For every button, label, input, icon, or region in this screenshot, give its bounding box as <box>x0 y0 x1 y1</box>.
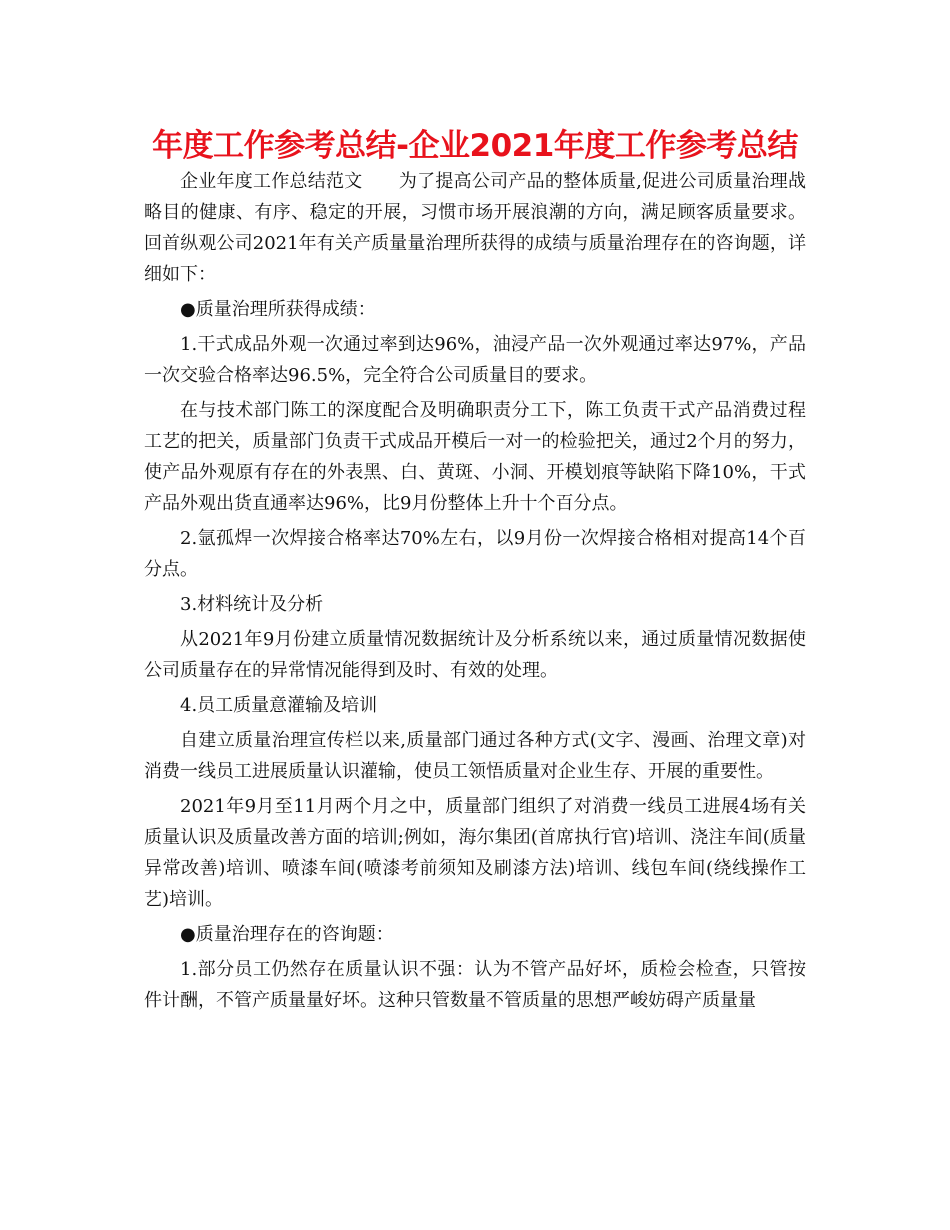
paragraph-achievement-1: 1.干式成品外观一次通过率到达96%，油浸产品一次外观通过率达97%，产品一次交验合格率达96.5%，完全符合公司质量目的要求。 <box>144 334 806 386</box>
paragraph-achievement-4-detail: 自建立质量治理宣传栏以来,质量部门通过各种方式(文字、漫画、治理文章)对消费一线员工进展质量认识灌输，使员工领悟质量对企业生存、开展的重要性。 <box>144 730 806 782</box>
document-title: 年度工作参考总结-企业2021年度工作参考总结 <box>152 128 798 164</box>
paragraph-achievement-1-detail: 在与技术部门陈工的深度配合及明确职责分工下，陈工负责干式产品消费过程工艺的把关，质量部门负责干式成品开模后一对一的检验把关，通过2个月的努力，使产品外观原有存在的外表黑、白、黄斑、小洞、开模划痕等缺陷下降10%，干式产品外观出货直通率达96%，比9月份整体上升十个百分点。 <box>144 400 806 514</box>
paragraph-training-detail: 2021年9月至11月两个月之中，质量部门组织了对消费一线员工进展4场有关质量认识及质量改善方面的培训;例如，海尔集团(首席执行官)培训、浇注车间(质量异常改善)培训、喷漆车间(喷漆考前须知及刷漆方法)培训、线包车间(绕线操作工艺)培训。 <box>144 796 806 910</box>
document-body <box>144 166 806 1020</box>
paragraph-achievement-4-heading: 4.员工质量意灌输及培训 <box>180 695 378 716</box>
paragraph-achievement-2: 2.氩孤焊一次焊接合格率达70%左右，以9月份一次焊接合格相对提高14个百分点。 <box>144 528 806 580</box>
paragraph-achievements-heading: ●质量治理所获得成绩： <box>180 299 376 320</box>
paragraph-achievement-3-heading: 3.材料统计及分析 <box>180 594 324 615</box>
paragraph-problems-heading: ●质量治理存在的咨询题： <box>180 924 394 945</box>
paragraph-intro: 企业年度工作总结范文 为了提高公司产品的整体质量,促进公司质量治理战略目的健康、有序、稳定的开展，习惯市场开展浪潮的方向，满足顾客质量要求。回首纵观公司2021年有关产质量量治理所获得的成绩与质量治理存在的咨询题，详细如下： <box>144 171 806 285</box>
paragraph-problem-1: 1.部分员工仍然存在质量认识不强：认为不管产品好坏，质检会检查，只管按件计酬，不管产质量量好坏。这种只管数量不管质量的思想严峻妨碍产质量量 <box>144 959 806 1011</box>
paragraph-achievement-3-detail: 从2021年9月份建立质量情况数据统计及分析系统以来，通过质量情况数据使公司质量存在的异常情况能得到及时、有效的处理。 <box>144 629 806 681</box>
